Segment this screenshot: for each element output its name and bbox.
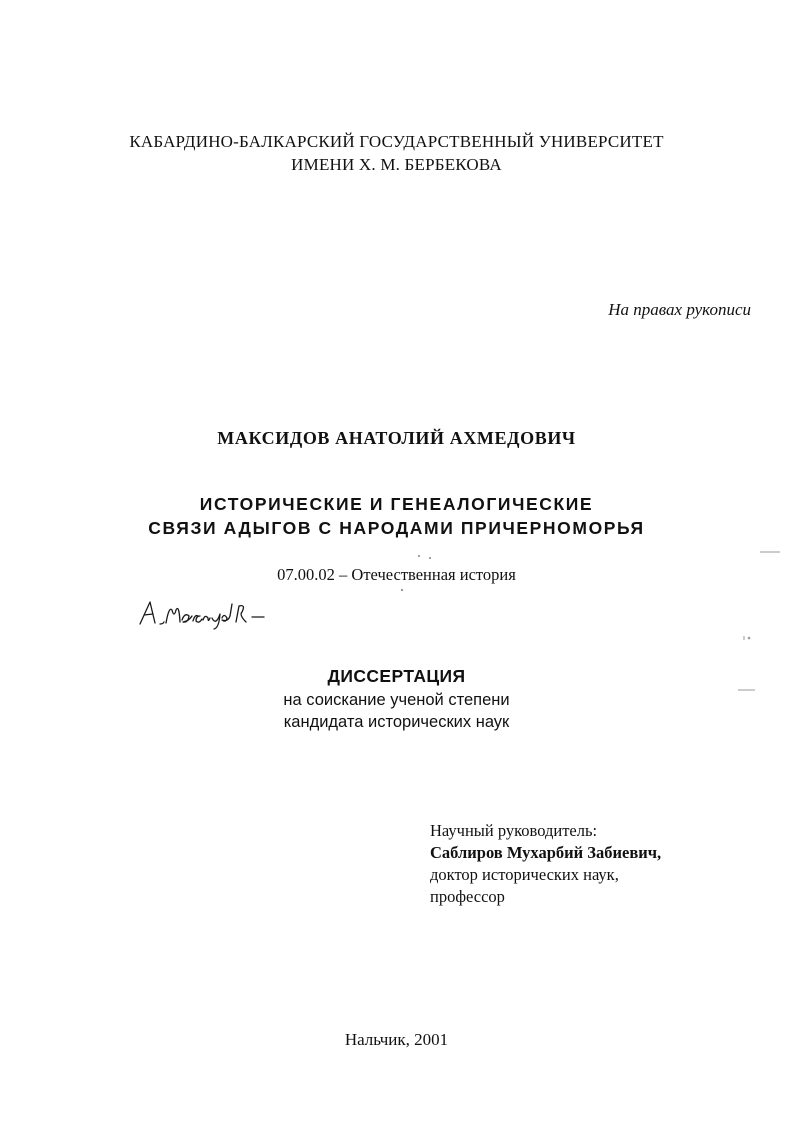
thesis-title-line1: ИСТОРИЧЕСКИЕ И ГЕНЕАЛОГИЧЕСКИЕ bbox=[199, 494, 594, 514]
degree-purpose-line2: кандидата исторических наук bbox=[283, 713, 510, 731]
supervisor-title: профессор bbox=[430, 887, 505, 906]
supervisor-name: Саблиров Мухарбий Забиевич, bbox=[430, 843, 662, 862]
document-type-heading: ДИССЕРТАЦИЯ bbox=[327, 666, 466, 686]
manuscript-rights-note: На правах рукописи bbox=[608, 300, 751, 319]
handwritten-signature bbox=[136, 596, 276, 630]
city-and-year: Нальчик, 2001 bbox=[344, 1030, 449, 1049]
university-name-line1: КАБАРДИНО-БАЛКАРСКИЙ ГОСУДАРСТВЕННЫЙ УНИВЕРСИТЕТ bbox=[129, 132, 664, 151]
degree-purpose-line1: на соискание ученой степени bbox=[283, 691, 510, 709]
specialty-code: 07.00.02 – Отечественная история bbox=[277, 565, 516, 584]
author-name: МАКСИДОВ АНАТОЛИЙ АХМЕДОВИЧ bbox=[217, 428, 576, 448]
supervisor-label: Научный руководитель: bbox=[430, 821, 598, 840]
supervisor-degree: доктор исторических наук, bbox=[430, 865, 619, 884]
thesis-title-line2: СВЯЗИ АДЫГОВ С НАРОДАМИ ПРИЧЕРНОМОРЬЯ bbox=[148, 518, 645, 538]
university-name-line2: ИМЕНИ Х. М. БЕРБЕКОВА bbox=[291, 155, 502, 174]
